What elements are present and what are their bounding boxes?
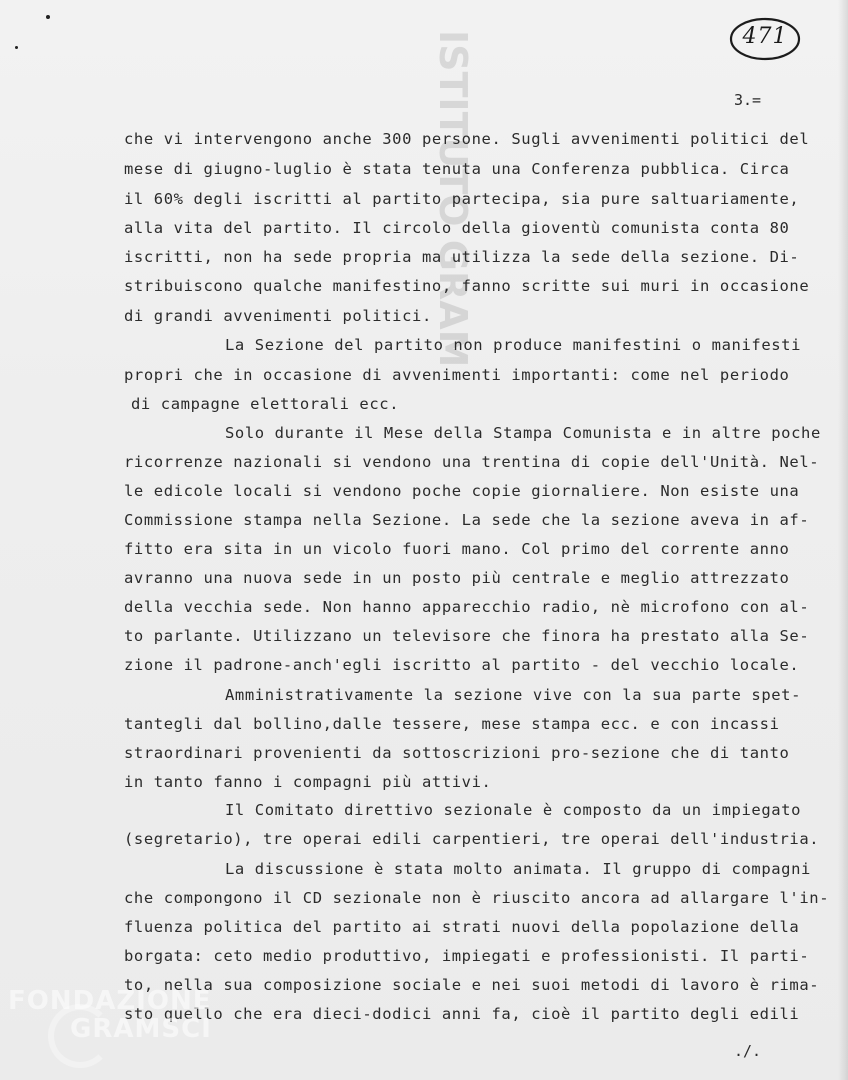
- page-number: 3.=: [734, 91, 762, 109]
- text-line: che vi intervengono anche 300 persone. Sugli avvenimenti politici del: [124, 130, 810, 148]
- text-line: to parlante. Utilizzano un televisore che finora ha prestato alla Se-: [124, 627, 810, 645]
- text-line: Amministrativamente la sezione vive con la sua parte spet-: [225, 686, 802, 704]
- text-line: Solo durante il Mese della Stampa Comunista e in altre poche: [225, 424, 821, 442]
- text-line: fluenza politica del partito ai strati nuovi della popolazione della: [124, 918, 800, 936]
- text-line: borgata: ceto medio produttivo, impiegati e professionisti. Il parti-: [124, 947, 810, 965]
- text-line: fitto era sita in un vicolo fuori mano. Col primo del corrente anno: [124, 540, 790, 558]
- page-edge-shadow: [838, 0, 848, 1080]
- text-line: le edicole locali si vendono poche copie giornaliere. Non esiste una: [124, 482, 800, 500]
- text-line: straordinari provenienti da sottoscrizioni pro-sezione che di tanto: [124, 744, 790, 762]
- gramsci-g-logo-icon: [48, 1004, 112, 1068]
- text-line: di grandi avvenimenti politici.: [124, 307, 432, 325]
- text-line: (segretario), tre operai edili carpentieri, tre operai dell'industria.: [124, 830, 820, 848]
- text-line: in tanto fanno i compagni più attivi.: [124, 773, 492, 791]
- text-line: iscritti, non ha sede propria ma utilizza la sede della sezione. Di-: [124, 248, 800, 266]
- folio-number: 471: [742, 24, 788, 49]
- text-line: to, nella sua composizione sociale e nei suoi metodi di lavoro è rima-: [124, 976, 820, 994]
- text-line: sto quello che era dieci-dodici anni fa, cioè il partito degli edili: [124, 1005, 800, 1023]
- text-line: ricorrenze nazionali si vendono una trentina di copie dell'Unità. Nel-: [124, 453, 820, 471]
- text-line: Il Comitato direttivo sezionale è composto da un impiegato: [225, 801, 802, 819]
- ink-speck: [46, 15, 50, 19]
- text-line: tantegli dal bollino,dalle tessere, mese stampa ecc. e con incassi: [124, 715, 780, 733]
- text-line: che compongono il CD sezionale non è riuscito ancora ad allargare l'in-: [124, 889, 830, 907]
- text-line: mese di giugno-luglio è stata tenuta una Conferenza pubblica. Circa: [124, 160, 790, 178]
- text-line: zione il padrone-anch'egli iscritto al partito - del vecchio locale.: [124, 656, 800, 674]
- text-line: avranno una nuova sede in un posto più centrale e meglio attrezzato: [124, 569, 790, 587]
- text-line: della vecchia sede. Non hanno apparecchio radio, nè microfono con al-: [124, 598, 810, 616]
- watermark-line-2: GRAMSCI: [70, 1014, 212, 1044]
- watermark-top-text: ISTITUTO GRAMSCI: [431, 30, 475, 370]
- text-line: stribuiscono qualche manifestino, fanno scritte sui muri in occasione: [124, 277, 810, 295]
- text-line: La discussione è stata molto animata. Il gruppo di compagni: [225, 860, 811, 878]
- text-line: di campagne elettorali ecc.: [131, 395, 400, 413]
- text-line: alla vita del partito. Il circolo della gioventù comunista conta 80: [124, 219, 790, 237]
- text-line: propri che in occasione di avvenimenti importanti: come nel periodo: [124, 366, 790, 384]
- watermark-line-1: FONDAZIONE: [8, 986, 212, 1016]
- archive-watermark: [8, 988, 212, 1042]
- text-line: La Sezione del partito non produce manifestini o manifesti: [225, 336, 802, 354]
- continuation-mark: ./.: [734, 1042, 762, 1060]
- text-line: Commissione stampa nella Sezione. La sede che la sezione aveva in af-: [124, 511, 810, 529]
- text-line: il 60% degli iscritti al partito partecipa, sia pure saltuariamente,: [124, 190, 800, 208]
- folio-stamp: [728, 16, 802, 62]
- ink-speck: [15, 46, 18, 49]
